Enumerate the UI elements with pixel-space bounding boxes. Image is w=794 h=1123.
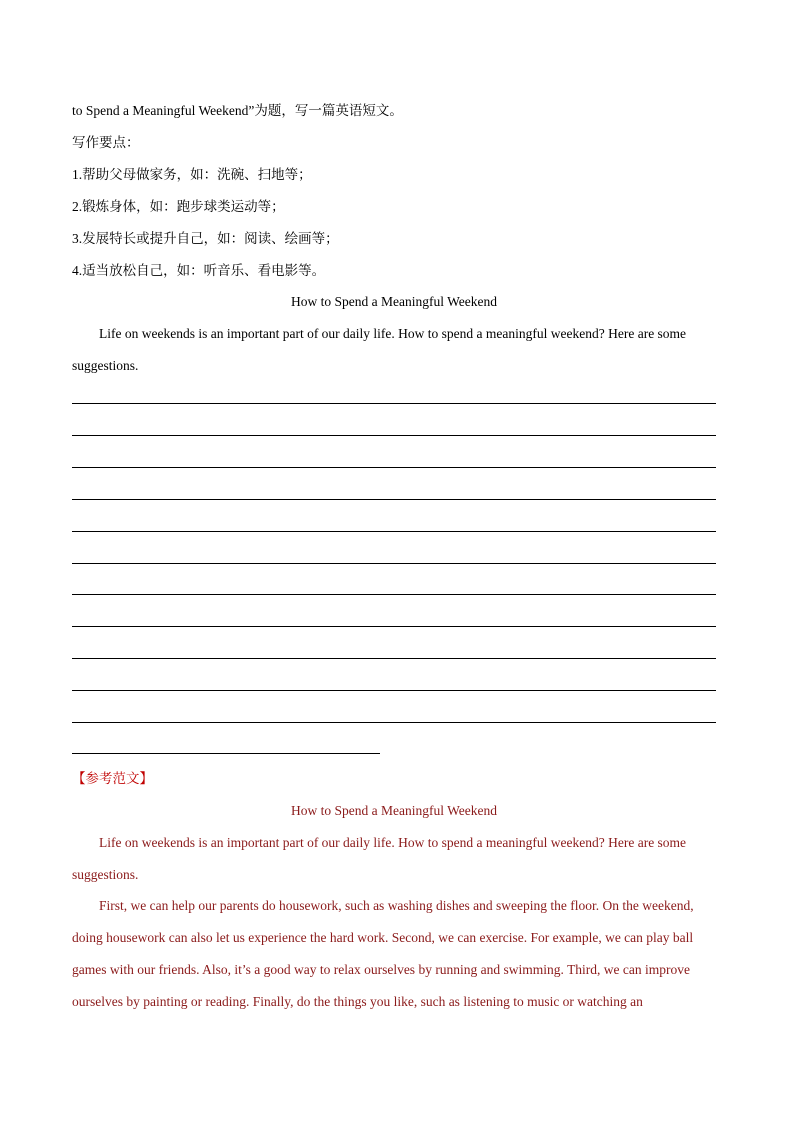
point-item: 1.帮助父母做家务，如：洗碗、扫地等；: [72, 167, 312, 182]
sample-line: games with our friends. Also, it’s a good way to relax ourselves by running and swimming. Third, we can improve: [72, 962, 691, 977]
writing-line: [72, 531, 716, 532]
sample-title: How to Spend a Meaningful Weekend: [291, 803, 497, 818]
writing-line: [72, 722, 716, 723]
essay-title: How to Spend a Meaningful Weekend: [291, 294, 497, 309]
writing-line: [72, 563, 716, 564]
writing-line: [72, 658, 716, 659]
sample-line: First, we can help our parents do housework, such as washing dishes and sweeping the floor. On the weekend,: [99, 898, 694, 913]
intro-line: to Spend a Meaningful Weekend”为题，写一篇英语短文。: [72, 103, 403, 118]
writing-line: [72, 499, 716, 500]
sample-heading: 【参考范文】: [72, 771, 153, 786]
writing-line: [72, 435, 716, 436]
writing-line: [72, 626, 716, 627]
sample-line: doing housework can also let us experience the hard work. Second, we can exercise. For example, we can play ball: [72, 930, 694, 945]
point-item: 3.发展特长或提升自己，如：阅读、绘画等；: [72, 231, 339, 246]
writing-line: [72, 403, 716, 404]
writing-line: [72, 467, 716, 468]
sample-line: ourselves by painting or reading. Finally, do the things you like, such as listening to music or watching an: [72, 994, 643, 1009]
sample-line: Life on weekends is an important part of our daily life. How to spend a meaningful weekend? Here are some: [99, 835, 687, 850]
writing-line: [72, 594, 716, 595]
points-heading: 写作要点：: [72, 135, 140, 150]
writing-line-short: [72, 753, 380, 754]
point-item: 2.锻炼身体，如：跑步球类运动等；: [72, 199, 285, 214]
writing-line: [72, 690, 716, 691]
essay-opening-line: Life on weekends is an important part of our daily life. How to spend a meaningful weekend? Here are some: [99, 326, 687, 341]
point-item: 4.适当放松自己，如：听音乐、看电影等。: [72, 263, 326, 278]
essay-opening-line: suggestions.: [72, 358, 139, 373]
sample-line: suggestions.: [72, 867, 139, 882]
